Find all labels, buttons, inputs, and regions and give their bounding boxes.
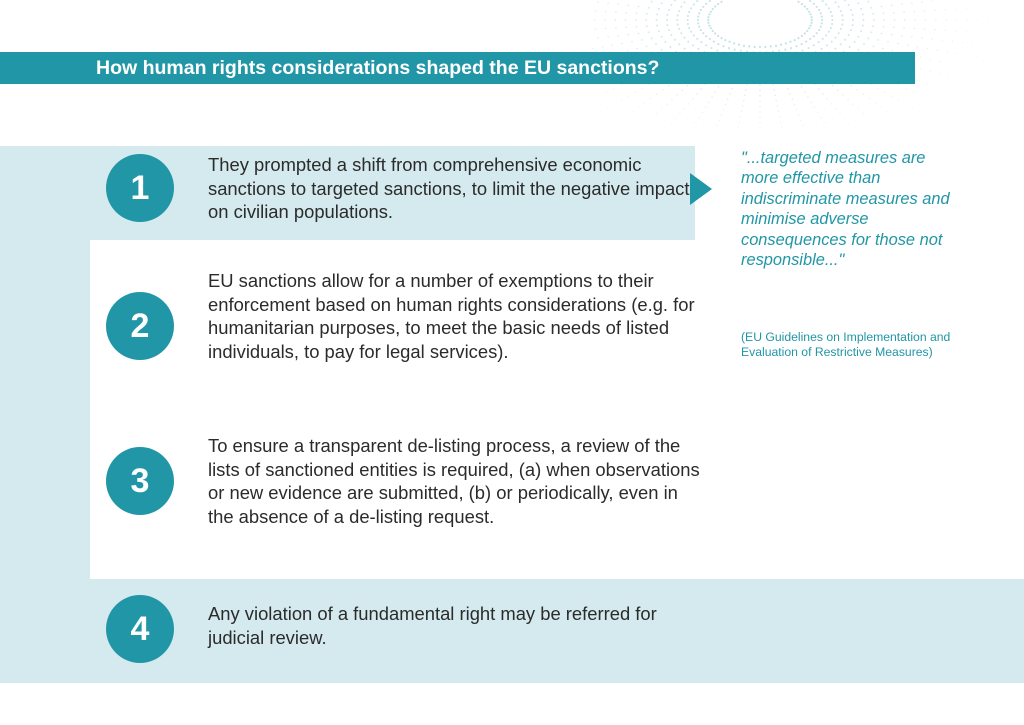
step-4-number: 4	[106, 595, 174, 663]
step-3-number: 3	[106, 447, 174, 515]
step-1-number: 1	[106, 154, 174, 222]
step-2-text: EU sanctions allow for a number of exemptions to their enforcement based on human rights considerations (e.g. for humanitarian purposes, to meet the basic needs of listed individuals, to pay for legal services).	[208, 270, 695, 362]
step-2-number: 2	[106, 292, 174, 360]
quote-text: "...targeted measures are more effective than indiscriminate measures and minimise adverse consequences for those not responsible..."	[741, 149, 950, 270]
band-left-connector	[0, 240, 90, 580]
page-title: How human rights considerations shaped the EU sanctions?	[96, 57, 660, 79]
step-4-text: Any violation of a fundamental right may be referred for judicial review.	[208, 603, 657, 648]
step-1-text: They prompted a shift from comprehensive economic sanctions to targeted sanctions, to limit the negative impact on civilian populations.	[208, 154, 690, 222]
step-3-text: To ensure a transparent de-listing process, a review of the lists of sanctioned entities is required, (a) when observations or new evidence are submitted, (b) or periodically, even in the absence of a de-listing request.	[208, 435, 700, 527]
title-banner	[0, 52, 915, 84]
quote-source: (EU Guidelines on Implementation and Evaluation of Restrictive Measures)	[741, 330, 951, 360]
